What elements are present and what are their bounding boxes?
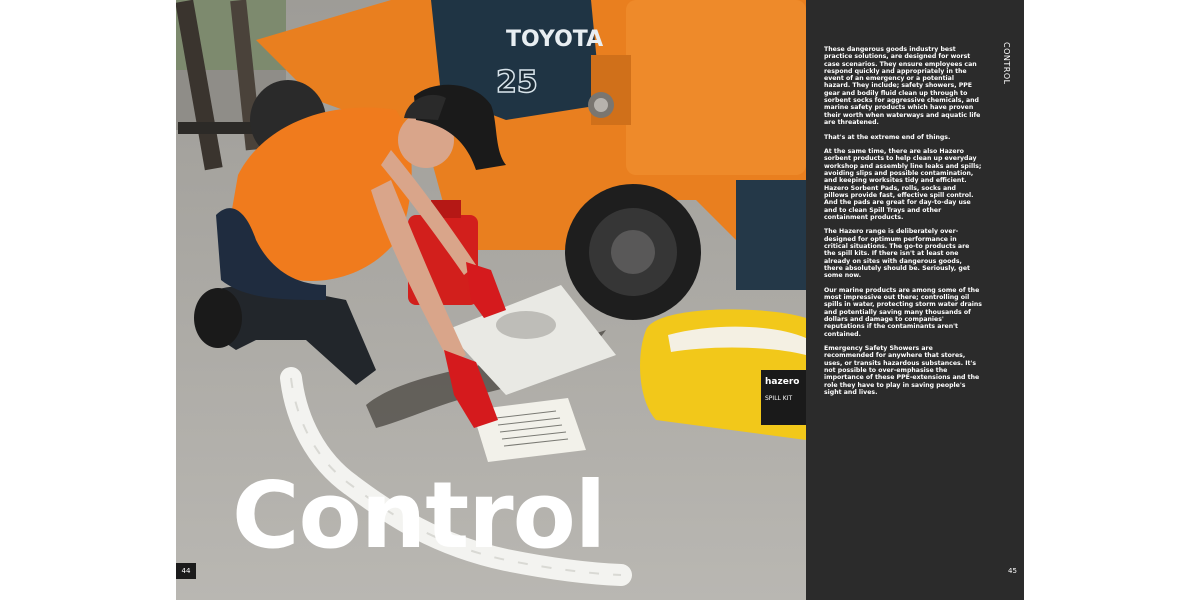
- spill-kit-label-text: SPILL KIT: [765, 395, 793, 402]
- right-page: [806, 0, 1024, 600]
- body-paragraph: Our marine products are among some of the most impressive out there; controlling oil spills in water, protecting storm water drains and potentially saving many thousands of dollars and damage to companies' reputations if the contaminants aren't contained.: [824, 286, 982, 338]
- left-page: [176, 0, 806, 600]
- body-paragraph: That's at the extreme end of things.: [824, 133, 951, 141]
- page-headline: Control: [232, 462, 606, 569]
- left-page-number: 44: [176, 563, 196, 579]
- magazine-spread: [176, 0, 1024, 600]
- forklift-number-text: 25: [496, 65, 538, 100]
- spill-kit-brand-text: hazero: [765, 377, 800, 387]
- body-paragraph: These dangerous goods industry best practice solutions, are designed for worst case scenarios. They ensure employees can respond quickly and appropriately in the event of an emergency or a potential hazard. They include; safety showers, PPE gear and bodily fluid clean up through to sorbent socks for aggressive chemicals, and marine safety products which have proven their worth when waterways and aquatic life are threatened.: [824, 46, 981, 126]
- right-page-number: 45: [1008, 567, 1017, 575]
- section-label: CONTROL: [1002, 42, 1011, 85]
- body-paragraph: At the same time, there are also Hazero sorbent products to help clean up everyday workshop and assembly line leaks and spills; avoiding slips and possible contamination, and keeping worksites tidy and efficient. Hazero Sorbent Pads, rolls, socks and pillows provide fast, effective spill control. And the pads are great for day-to-day use and to clean Spill Trays and other containment products.: [824, 148, 982, 221]
- body-paragraph: The Hazero range is deliberately over-designed for optimum performance in critical situations. The go-to products are the spill kits. If there isn't at least one already on sites with dangerous goods, there absolutely should be. Seriously, get some now.: [824, 228, 970, 280]
- body-paragraph: Emergency Safety Showers are recommended for anywhere that stores, uses, or transits hazardous substances. It's not possible to over-emphasise the importance of these PPE-extensions and the role they have to play in saving people's sight and lives.: [824, 345, 980, 396]
- body-copy: [824, 46, 982, 404]
- forklift-brand-text: TOYOTA: [506, 27, 604, 52]
